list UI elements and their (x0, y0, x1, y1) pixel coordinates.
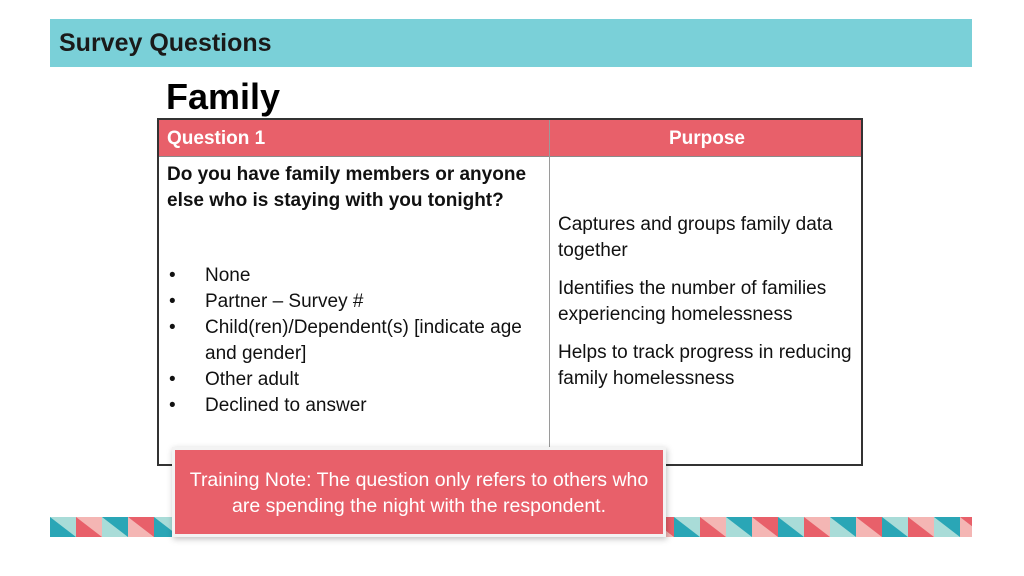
answer-option: • Declined to answer (169, 395, 367, 416)
question-table (157, 118, 863, 466)
purpose-list (558, 212, 858, 404)
column-divider (549, 120, 550, 464)
training-note (175, 450, 663, 534)
purpose-item: Helps to track progress in reducing family homelessness (558, 342, 852, 389)
table-header-row (159, 120, 861, 157)
question-text: Do you have family members or anyone else who is staying with you tonight? (167, 164, 527, 211)
header-bar (50, 19, 972, 67)
slide-title: Family (166, 76, 281, 117)
purpose-item: Identifies the number of families experiencing homelessness (558, 278, 827, 325)
answer-option: • Partner – Survey # (169, 291, 364, 312)
answer-option-label: Partner – Survey # (205, 291, 364, 312)
answer-option: • Child(ren)/Dependent(s) [indicate age and gender] (169, 317, 522, 364)
training-note-text: Training Note: The question only refers to others who are spending the night with the respondent. (189, 469, 649, 517)
answer-option: • None (169, 265, 251, 286)
question-column-header: Question 1 (167, 128, 266, 149)
answer-option-label: Declined to answer (205, 395, 367, 416)
purpose-item: Captures and groups family data together (558, 214, 833, 261)
answer-option-label: Child(ren)/Dependent(s) [indicate age and gender] (205, 317, 522, 364)
header-title: Survey Questions (59, 29, 272, 57)
answer-option-label: Other adult (205, 369, 299, 390)
answer-option: • Other adult (169, 369, 299, 390)
answer-options-list (167, 263, 539, 419)
purpose-column-header: Purpose (668, 128, 746, 149)
answer-option-label: None (205, 265, 251, 286)
